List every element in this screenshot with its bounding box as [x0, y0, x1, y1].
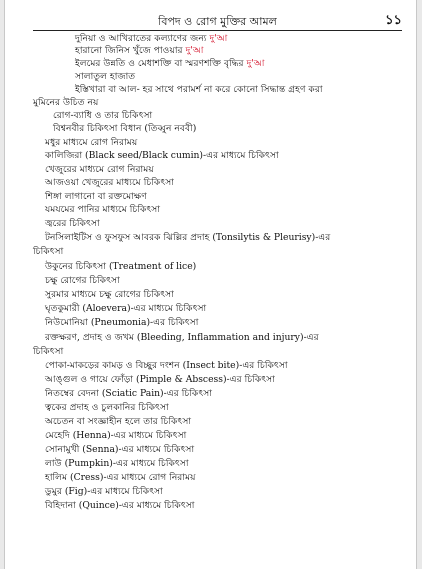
toc-entry: ডুমুর (Fig)-এর মাধ্যমে চিকিৎসা [45, 486, 163, 497]
toc-entry: ঘৃতকুমারী (Aloevera)-এর মাধ্যমে চিকিৎসা [45, 303, 207, 314]
toc-entry: শিঙ্গা লাগানো বা রক্তমোক্ষণ [45, 191, 147, 202]
toc-entry: আজওয়া খেজুরের মাধ্যমে চিকিৎসা [45, 177, 174, 188]
document-page [4, 0, 417, 569]
toc-entry: পোকা-মাকড়ের কামড় ও বিচ্ছুর দংশন (Insect bite)-এর চিকিৎসা [45, 360, 288, 371]
toc-entry: মধুর মাধ্যমে রোগ নিরাময় [45, 137, 138, 148]
toc-entry: হালিম (Cress)-এর মাধ্যমে রোগ নিরাময় [45, 472, 196, 483]
toc-entry: সালাতুল হাজাত [75, 71, 136, 82]
toc-entry: চিকিৎসা [33, 346, 64, 357]
toc-entry: আঙ্গুল ও গায়ে ফোঁড়া (Pimple & Abscess)-এর চিকিৎসা [45, 374, 275, 385]
toc-entry: চক্ষু রোগের চিকিৎসা [45, 275, 120, 286]
toc-entry: বিহিদানা (Quince)-এর মাধ্যমে চিকিৎসা [45, 500, 195, 511]
toc-entry: রোগ-ব্যাধি ও তার চিকিৎসা [53, 110, 153, 121]
toc-entry: দুনিয়া ও আখিরাতের কল্যাণের জন্য দু'আ [75, 33, 228, 44]
toc-entry: খেজুরের মাধ্যমে রোগ নিরাময় [45, 164, 154, 175]
toc-entry: সোনামুখী (Senna)-এর মাধ্যমে চিকিৎসা [45, 444, 195, 455]
toc-entry: টনসিলাইটিস ও ফুসফুস আবরক ঝিল্লির প্রদাহ (Tonsilytis & Pleurisy)-এর [45, 232, 331, 243]
toc-entry: চিকিৎসা [33, 246, 64, 257]
toc-entry: যমযমের পানির মাধ্যমে চিকিৎসা [45, 204, 161, 215]
toc-entry: মেহেদি (Henna)-এর মাধ্যমে চিকিৎসা [45, 430, 187, 441]
toc-entry: জ্বরের চিকিৎসা [45, 218, 100, 229]
toc-entry: কালিজিরা (Black seed/Black cumin)-এর মাধ্যমে চিকিৎসা [45, 150, 279, 161]
toc-entry: উকুনের চিকিৎসা (Treatment of lice) [45, 261, 197, 272]
toc-entry: রক্তক্ষরণ, প্রদাহ ও জখম (Bleeding, Inflammation and injury)-এর [45, 332, 319, 343]
toc-entry: নিতম্বের বেদনা (Sciatic Pain)-এর চিকিৎসা [45, 388, 212, 399]
page-number: ১১ [385, 13, 402, 28]
toc-entry: ইলমের উন্নতি ও মেধাশক্তি বা স্মরণশক্তি বৃদ্ধির দু'আ [75, 58, 265, 69]
running-header [33, 12, 402, 31]
header-title: বিপদ ও রোগ মুক্তির আমল [158, 15, 277, 28]
toc-entry: বিশ্বনবীর চিকিৎসা বিধান (তিব্বুন নববী) [53, 123, 197, 134]
toc-entry: লাউ (Pumpkin)-এর মাধ্যমে চিকিৎসা [45, 458, 189, 469]
toc-entry: সুরমার মাধ্যমে চক্ষু রোগের চিকিৎসা [45, 289, 174, 300]
toc-entry: ত্বকের প্রদাহ ও চুলকানির চিকিৎসা [45, 402, 169, 413]
toc-entry: ইস্তিখারা বা আল- হর সাথে পরামর্শ না করে কোনো সিদ্ধান্ত গ্রহণ করা [75, 84, 323, 95]
toc-entry: অচেতন বা সংজ্ঞাহীন হলে তার চিকিৎসা [45, 416, 192, 427]
toc-entry: মুমিনের উচিত নয় [33, 97, 99, 108]
toc-entry: হারানো জিনিস খুঁজে পাওয়ার দু'আ [75, 45, 204, 56]
toc-entry: নিউমোনিয়া (Pneumonia)-এর চিকিৎসা [45, 317, 199, 328]
